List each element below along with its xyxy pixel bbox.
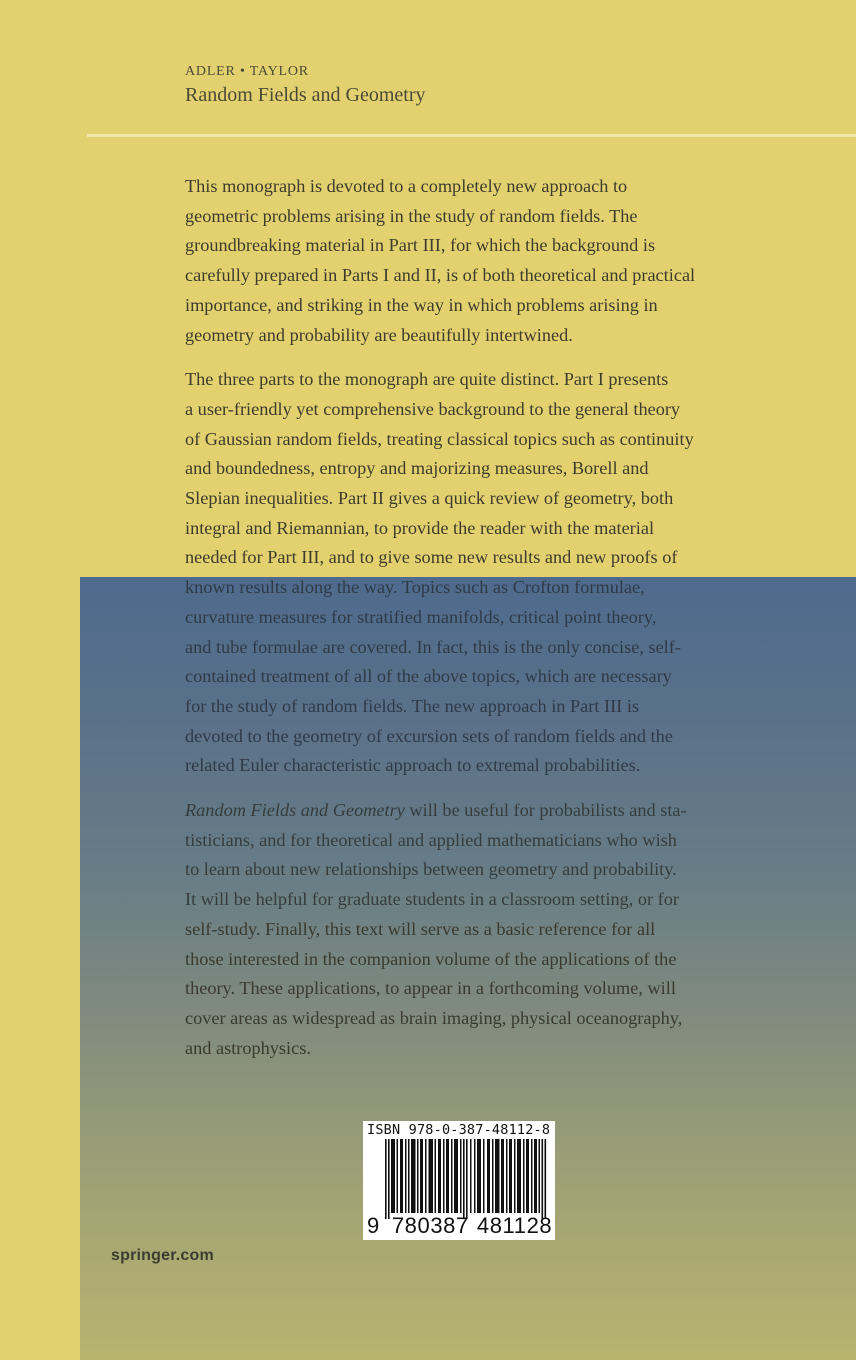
text-line: carefully prepared in Parts I and II, is of both theoretical and practical	[185, 265, 696, 286]
text-line: contained treatment of all of the above topics, which are necessary	[185, 666, 672, 687]
text-line: for the study of random fields. The new approach in Part III is	[185, 695, 640, 716]
barcode-digits	[367, 1215, 552, 1237]
text-line: This monograph is devoted to a completely new approach to	[185, 176, 628, 196]
text-line: and astrophysics.	[185, 1037, 311, 1058]
text-line: tisticians, and for theoretical and applied mathematicians who wish	[185, 829, 677, 850]
text-line: known results along the way. Topics such as Crofton formulae,	[185, 577, 645, 598]
blurb-paragraph-3	[185, 796, 800, 1063]
text-line: It will be helpful for graduate students in a classroom setting, or for	[185, 889, 679, 910]
text-line	[185, 796, 800, 826]
blurb	[185, 172, 800, 1078]
italic-book-title: Random Fields and Geometry	[185, 800, 405, 821]
barcode-digits-group-2: 481128	[476, 1213, 553, 1238]
text-line: cover areas as widespread as brain imaging, physical oceanography,	[185, 1007, 683, 1028]
isbn-barcode	[363, 1121, 555, 1240]
text-line: those interested in the companion volume of the applications of the	[185, 948, 677, 969]
text-line: Slepian inequalities. Part II gives a quick review of geometry, both	[185, 488, 674, 509]
book-title: Random Fields and Geometry	[185, 84, 426, 106]
authors: ADLER • TAYLOR	[185, 64, 309, 79]
text-line: groundbreaking material in Part III, for which the background is	[185, 235, 656, 256]
text-line: geometry and probability are beautifully intertwined.	[185, 324, 573, 345]
text-line: and boundedness, entropy and majorizing measures, Borell and	[185, 458, 649, 479]
text-line: and tube formulae are covered. In fact, this is the only concise, self-	[185, 636, 681, 657]
blurb-paragraph-2	[185, 365, 800, 781]
header-divider	[87, 134, 856, 137]
text-line: to learn about new relationships between geometry and probability.	[185, 859, 677, 880]
text-line: needed for Part III, and to give some new results and new proofs of	[185, 547, 678, 568]
text-line: integral and Riemannian, to provide the reader with the material	[185, 517, 655, 538]
text-line: theory. These applications, to appear in a forthcoming volume, will	[185, 978, 676, 999]
isbn-label: ISBN 978-0-387-48112-8	[367, 1122, 551, 1138]
publisher-url: springer.com	[111, 1247, 214, 1264]
text-line: curvature measures for stratified manifolds, critical point theory,	[185, 606, 657, 627]
barcode-bars-icon	[383, 1139, 547, 1219]
text-line: The three parts to the monograph are quite distinct. Part I presents	[185, 369, 669, 390]
text-line: importance, and striking in the way in which problems arising in	[185, 294, 658, 315]
blurb-paragraph-1	[185, 172, 800, 350]
text-line: a user-friendly yet comprehensive background to the general theory	[185, 398, 681, 419]
text-line: geometric problems arising in the study of random fields. The	[185, 205, 638, 226]
cover-header	[185, 62, 426, 108]
text-fragment: will be useful for probabilists and sta-	[404, 800, 687, 821]
text-line: of Gaussian random fields, treating classical topics such as continuity	[185, 428, 694, 449]
text-line: devoted to the geometry of excursion sets of random fields and the	[185, 725, 673, 746]
text-line: related Euler characteristic approach to extremal probabilities.	[185, 755, 641, 776]
text-line: self-study. Finally, this text will serve as a basic reference for all	[185, 918, 656, 939]
barcode-lead-digit: 9	[367, 1213, 380, 1238]
barcode-digits-group-1: 780387	[391, 1213, 469, 1238]
